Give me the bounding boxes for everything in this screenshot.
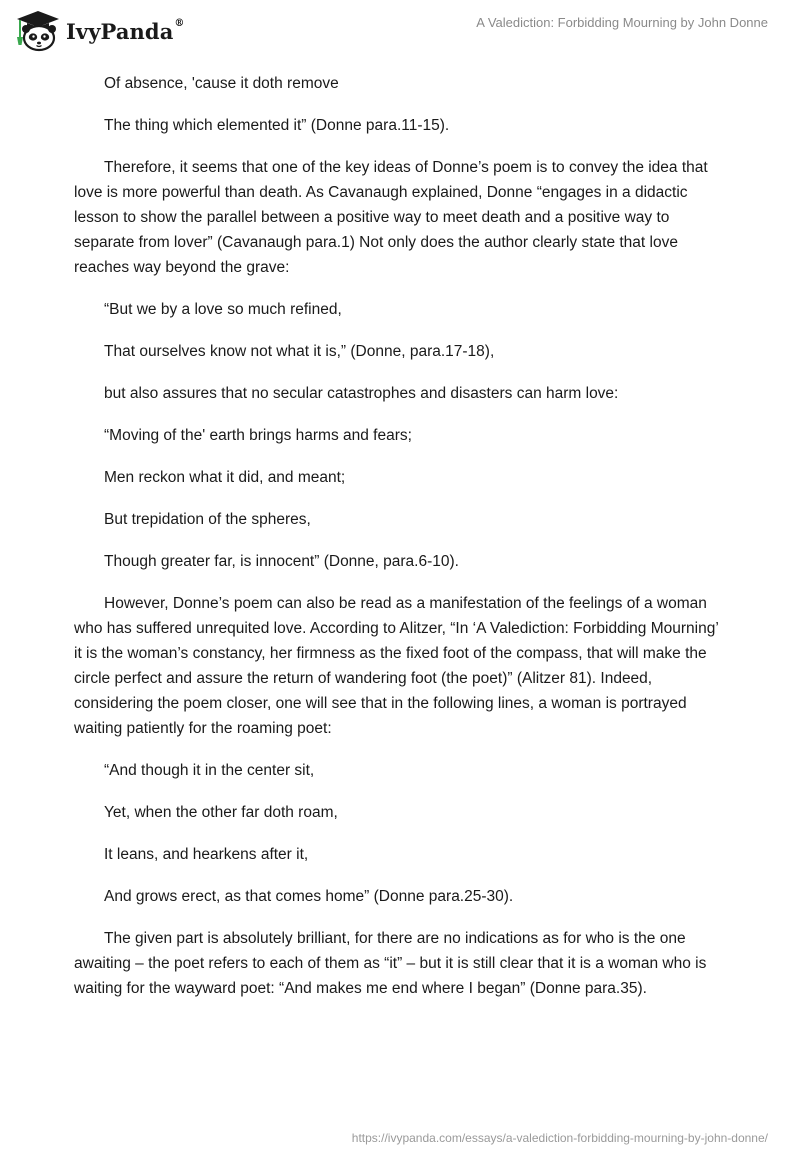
- brand-name: IvyPanda®: [66, 17, 185, 44]
- paragraph: Therefore, it seems that one of the key ideas of Donne’s poem is to convey the idea that love is more powerful than death. As Cavanaugh explained, Donne “engages in a didactic lesson to show the parallel between a positive way to meet death and a positive way to separate from lover” (Cavanaugh para.1) Not only does the author clearly state that love reaches way beyond the grave:: [74, 159, 708, 276]
- paragraph: “Moving of the' earth brings harms and fears;: [104, 427, 412, 444]
- paragraph: Yet, when the other far doth roam,: [104, 804, 338, 821]
- paragraph: The given part is absolutely brilliant, for there are no indications as for who is the one awaiting – the poet refers to each of them as “it” – but it is still clear that it is a woman who is waiting for the wayward poet: “And makes me end where I began” (Donne para.35).: [74, 930, 707, 997]
- paragraph: “But we by a love so much refined,: [104, 301, 342, 318]
- paragraph: but also assures that no secular catastrophes and disasters can harm love:: [104, 385, 619, 402]
- paragraph: Of absence, 'cause it doth remove: [104, 75, 339, 92]
- paragraph: The thing which elemented it” (Donne para.11-15).: [104, 117, 450, 134]
- paragraph: Men reckon what it did, and meant;: [104, 469, 346, 486]
- essay-body: [74, 71, 726, 1018]
- paragraph: Though greater far, is innocent” (Donne, para.6-10).: [104, 553, 459, 570]
- source-url[interactable]: https://ivypanda.com/essays/a-valediction-forbidding-mourning-by-john-donne/: [351, 1131, 768, 1145]
- paragraph: And grows erect, as that comes home” (Donne para.25-30).: [104, 888, 514, 905]
- paragraph: “And though it in the center sit,: [104, 762, 315, 779]
- paragraph: But trepidation of the spheres,: [104, 511, 311, 528]
- paragraph: It leans, and hearkens after it,: [104, 846, 309, 863]
- panda-graduate-icon: [14, 7, 64, 53]
- brand-logo[interactable]: [14, 7, 185, 53]
- page-header: [0, 0, 800, 60]
- document-title: A Valediction: Forbidding Mourning by John Donne: [476, 15, 768, 30]
- paragraph: That ourselves know not what it is,” (Donne, para.17-18),: [104, 343, 495, 360]
- paragraph: However, Donne’s poem can also be read as a manifestation of the feelings of a woman who has suffered unrequited love. According to Alitzer, “In ‘A Valediction: Forbidding Mourning’ it is the woman’s constancy, her firmness as the fixed foot of the compass, that will make the circle perfect and assure the return of wandering foot (the poet)” (Alitzer 81). Indeed, considering the poem closer, one will see that in the following lines, a woman is portrayed waiting patiently for the roaming poet:: [74, 595, 719, 737]
